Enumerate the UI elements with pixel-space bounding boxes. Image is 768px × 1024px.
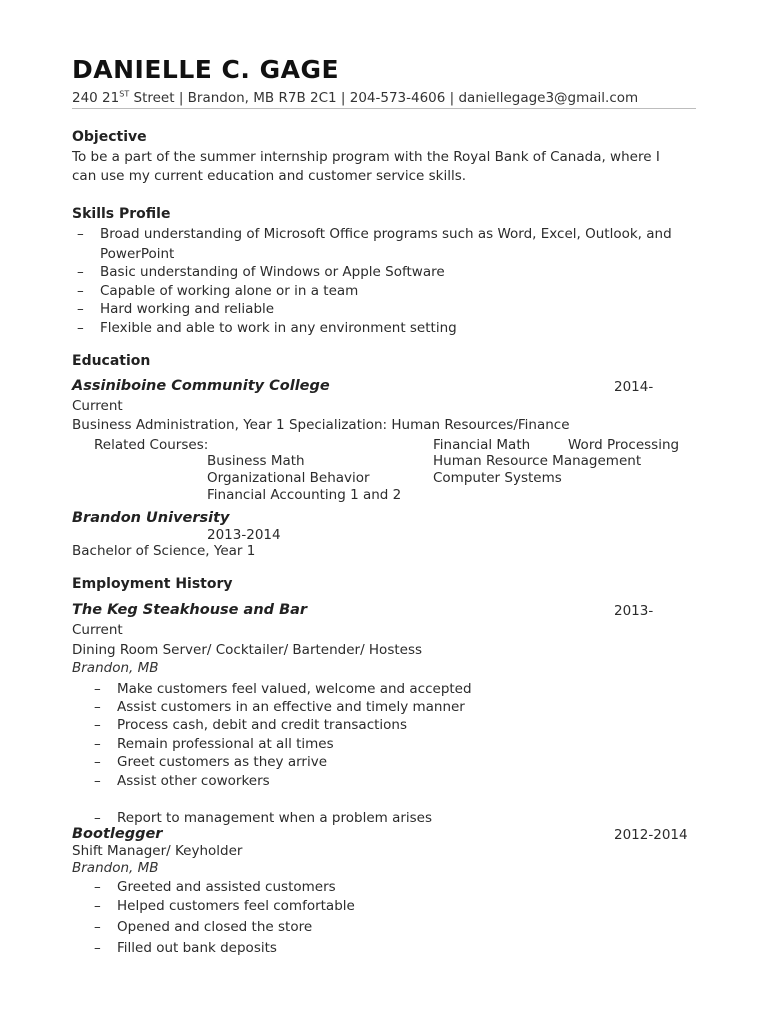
duty-bullet: – — [94, 898, 101, 914]
duty-item: Report to management when a problem arises — [117, 810, 433, 826]
header-divider — [72, 108, 696, 109]
university-dates: 2013-2014 — [207, 527, 281, 543]
duty-bullet: – — [94, 736, 101, 752]
skill-bullet: – — [77, 226, 84, 242]
duty-item: Process cash, debit and credit transactions — [117, 717, 408, 733]
duty-bullet: – — [94, 940, 101, 956]
college-date-start: 2014- — [614, 379, 654, 395]
course-item: Human Resource Management — [433, 453, 642, 469]
duty-bullet: – — [94, 681, 101, 697]
job-date-start: 2013- — [614, 603, 654, 619]
skill-item: PowerPoint — [100, 246, 175, 262]
course-item: Financial Math — [433, 437, 531, 453]
duty-item: Filled out bank deposits — [117, 940, 277, 956]
objective-line: can use my current education and customer service skills. — [72, 168, 467, 184]
job-location: Brandon, MB — [72, 860, 159, 876]
duty-bullet: – — [94, 919, 101, 935]
skill-bullet: – — [77, 301, 84, 317]
course-item: Organizational Behavior — [207, 470, 370, 486]
duty-item: Make customers feel valued, welcome and accepted — [117, 681, 472, 697]
duty-item: Greet customers as they arrive — [117, 754, 328, 770]
job-date-end: Current — [72, 622, 123, 638]
skills-heading: Skills Profile — [72, 206, 171, 222]
contact-line — [72, 90, 638, 106]
job-dates: 2012-2014 — [614, 827, 688, 843]
job-location: Brandon, MB — [72, 660, 159, 676]
address-number: 240 21 — [72, 90, 120, 106]
contact-details: Street | Brandon, MB R7B 2C1 | 204-573-4606 | daniellegage3@gmail.com — [129, 90, 639, 106]
skill-bullet: – — [77, 320, 84, 336]
university-program: Bachelor of Science, Year 1 — [72, 543, 256, 559]
duty-bullet: – — [94, 773, 101, 789]
skill-item: Hard working and reliable — [100, 301, 275, 317]
duty-bullet: – — [94, 699, 101, 715]
course-item: Word Processing — [568, 437, 680, 453]
skill-item: Basic understanding of Windows or Apple Software — [100, 264, 445, 280]
duty-item: Opened and closed the store — [117, 919, 313, 935]
duty-item: Assist customers in an effective and timely manner — [117, 699, 465, 715]
duty-bullet: – — [94, 810, 101, 826]
course-item: Business Math — [207, 453, 305, 469]
job-title: Shift Manager/ Keyholder — [72, 843, 243, 859]
duty-bullet: – — [94, 879, 101, 895]
college-date-end: Current — [72, 398, 123, 414]
skill-item: Broad understanding of Microsoft Office programs such as Word, Excel, Outlook, and — [100, 226, 672, 242]
duty-item: Helped customers feel comfortable — [117, 898, 355, 914]
skill-item: Flexible and able to work in any environment setting — [100, 320, 457, 336]
course-item: Computer Systems — [433, 470, 562, 486]
skill-bullet: – — [77, 283, 84, 299]
course-item: Financial Accounting 1 and 2 — [207, 487, 402, 503]
duty-item: Greeted and assisted customers — [117, 879, 336, 895]
skill-item: Capable of working alone or in a team — [100, 283, 359, 299]
related-courses-label: Related Courses: — [94, 437, 209, 453]
employer-name: The Keg Steakhouse and Bar — [72, 602, 308, 618]
employment-heading: Employment History — [72, 576, 233, 592]
college-name: Assiniboine Community College — [72, 378, 330, 394]
employer-name: Bootlegger — [72, 826, 163, 842]
objective-line: To be a part of the summer internship program with the Royal Bank of Canada, where I — [72, 149, 660, 165]
university-name: Brandon University — [72, 510, 230, 526]
candidate-name: DANIELLE C. GAGE — [72, 55, 340, 84]
duty-item: Assist other coworkers — [117, 773, 270, 789]
objective-heading: Objective — [72, 129, 147, 145]
college-program: Business Administration, Year 1 Specialization: Human Resources/Finance — [72, 417, 570, 433]
duty-bullet: – — [94, 717, 101, 733]
address-superscript: ST — [119, 89, 130, 99]
duty-item: Remain professional at all times — [117, 736, 334, 752]
duty-bullet: – — [94, 754, 101, 770]
job-title: Dining Room Server/ Cocktailer/ Bartender/ Hostess — [72, 642, 423, 658]
skill-bullet: – — [77, 264, 84, 280]
education-heading: Education — [72, 353, 151, 369]
